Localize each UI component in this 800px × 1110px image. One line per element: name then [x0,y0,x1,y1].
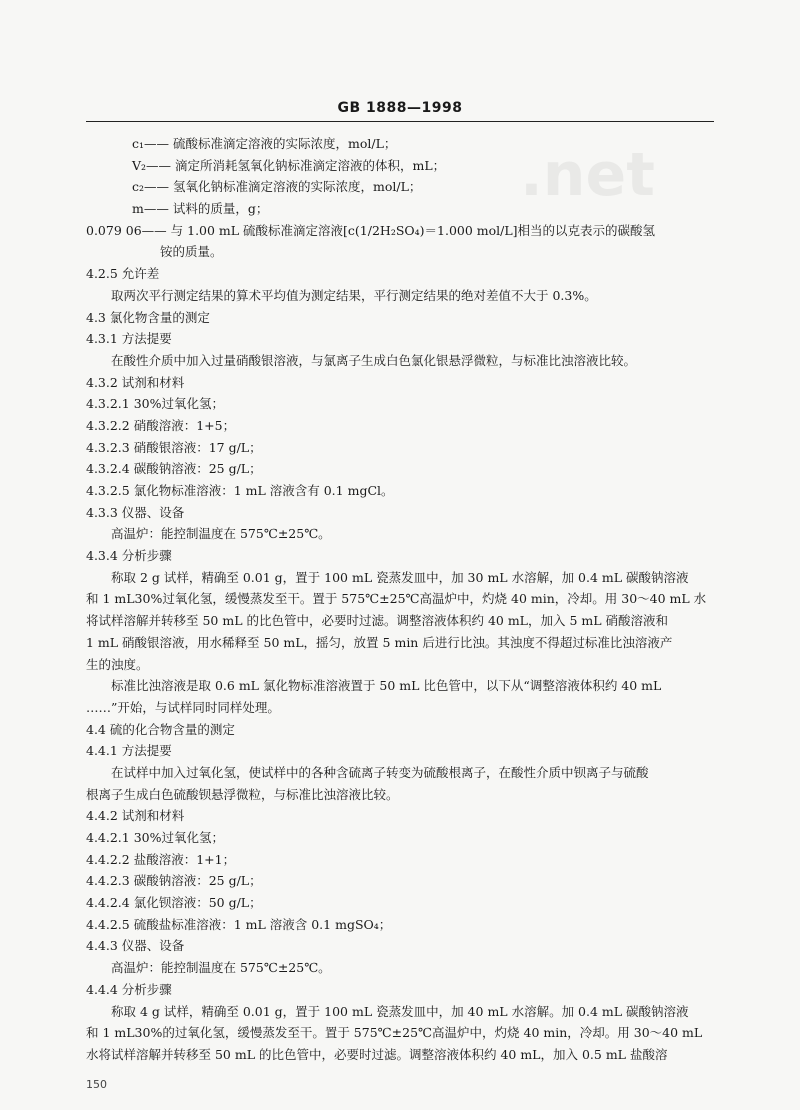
section-heading: 4.4.4 分析步骤 [86,981,172,997]
text-line: 高温炉：能控制温度在 575℃±25℃。 [111,526,331,542]
section-heading: 4.4 硫的化合物含量的测定 [86,721,235,737]
text-line: 0.079 06—— 与 1.00 mL 硫酸标准滴定溶液[c(1/2H₂SO₄)＝1.000 mol/L]相当的以克表示的碳酸氢 [86,222,656,238]
section-heading: 4.4.2.3 碳酸钠溶液：25 g/L； [86,873,262,889]
section-heading: 4.3 氯化物含量的测定 [86,309,210,325]
section-heading: 4.4.2 试剂和材料 [86,808,185,824]
definition-line: m—— 试料的质量，g； [132,201,269,217]
section-heading: 4.2.5 允许差 [86,266,160,282]
text-line: 高温炉：能控制温度在 575℃±25℃。 [111,960,331,976]
definition-line: V₂—— 滴定所消耗氢氧化钠标准滴定溶液的体积，mL； [132,157,446,173]
definition-line: c₁—— 硫酸标准滴定溶液的实际浓度，mol/L； [132,136,397,151]
section-heading: 4.3.3 仪器、设备 [86,504,185,520]
section-heading: 4.3.2.5 氯化物标准溶液：1 mL 溶液含有 0.1 mgCl。 [86,483,394,498]
section-heading: 4.3.2.4 碳酸钠溶液：25 g/L； [86,461,262,477]
text-line: 和 1 mL30%过氧化氢，缓慢蒸发至干。置于 575℃±25℃高温炉中，灼烧 40 min，冷却。用 30～40 mL 水 [86,591,707,607]
section-heading: 4.4.2.4 氯化钡溶液：50 g/L； [86,895,262,911]
section-heading: 4.4.2.5 硫酸盐标准溶液：1 mL 溶液含 0.1 mgSO₄； [86,916,392,932]
watermark: .net [520,140,655,210]
text-line: 水将试样溶解并转移至 50 mL 的比色管中，必要时过滤。调整溶液体积约 40 mL，加入 0.5 mL 盐酸溶 [86,1046,668,1062]
definition-line: 铵的质量。 [160,244,223,260]
page-number: 150 [86,1078,107,1091]
text-line: 根离子生成白色硫酸钡悬浮微粒，与标准比浊溶液比较。 [86,786,399,802]
section-heading: 4.3.1 方法提要 [86,331,172,347]
section-heading: 4.3.4 分析步骤 [86,548,172,564]
section-heading: 4.3.2 试剂和材料 [86,374,185,390]
section-heading: 4.4.2.2 盐酸溶液：1+1； [86,851,236,867]
section-heading: 4.4.2.1 30%过氧化氢； [86,830,224,845]
text-line: 标准比浊溶液是取 0.6 mL 氯化物标准溶液置于 50 mL 比色管中，以下从“调整溶液体积约 40 mL [111,678,662,694]
text-line: ……”开始，与试样同时同样处理。 [86,699,280,715]
text-line: 称取 2 g 试样，精确至 0.01 g，置于 100 mL 瓷蒸发皿中，加 30 mL 水溶解，加 0.4 mL 碳酸钠溶液 [111,569,689,585]
header-rule [86,121,714,122]
document-body [86,133,714,1066]
page-header: GB 1888—1998 [337,100,463,116]
section-heading: 4.4.3 仪器、设备 [86,938,185,954]
text-line: 取两次平行测定结果的算术平均值为测定结果，平行测定结果的绝对差值不大于 0.3%。 [111,287,597,303]
text-line: 在酸性介质中加入过量硝酸银溶液，与氯离子生成白色氯化银悬浮微粒，与标准比浊溶液比较。 [111,352,637,368]
section-heading: 4.3.2.2 硝酸溶液：1+5； [86,417,236,433]
text-line: 生的浊度。 [86,656,149,672]
section-heading: 4.3.2.3 硝酸银溶液：17 g/L； [86,439,262,455]
section-heading: 4.4.1 方法提要 [86,743,172,759]
text-line: 在试样中加入过氧化氢，使试样中的各种含硫离子转变为硫酸根离子，在酸性介质中钡离子与硫酸 [111,764,649,780]
text-line: 和 1 mL30%的过氧化氢，缓慢蒸发至干。置于 575℃±25℃高温炉中，灼烧 40 min，冷却。用 30～40 mL [86,1025,703,1041]
text-line: 将试样溶解并转移至 50 mL 的比色管中，必要时过滤。调整溶液体积约 40 mL，加入 5 mL 硝酸溶液和 [86,613,669,629]
text-line: 1 mL 硝酸银溶液，用水稀释至 50 mL，摇匀，放置 5 min 后进行比浊。其浊度不得超过标准比浊溶液产 [86,634,673,650]
definition-line: c₂—— 氢氧化钠标准滴定溶液的实际浓度，mol/L； [132,179,422,195]
section-heading: 4.3.2.1 30%过氧化氢； [86,396,224,412]
text-line: 称取 4 g 试样，精确至 0.01 g，置于 100 mL 瓷蒸发皿中，加 40 mL 水溶解。加 0.4 mL 碳酸钠溶液 [111,1003,689,1019]
